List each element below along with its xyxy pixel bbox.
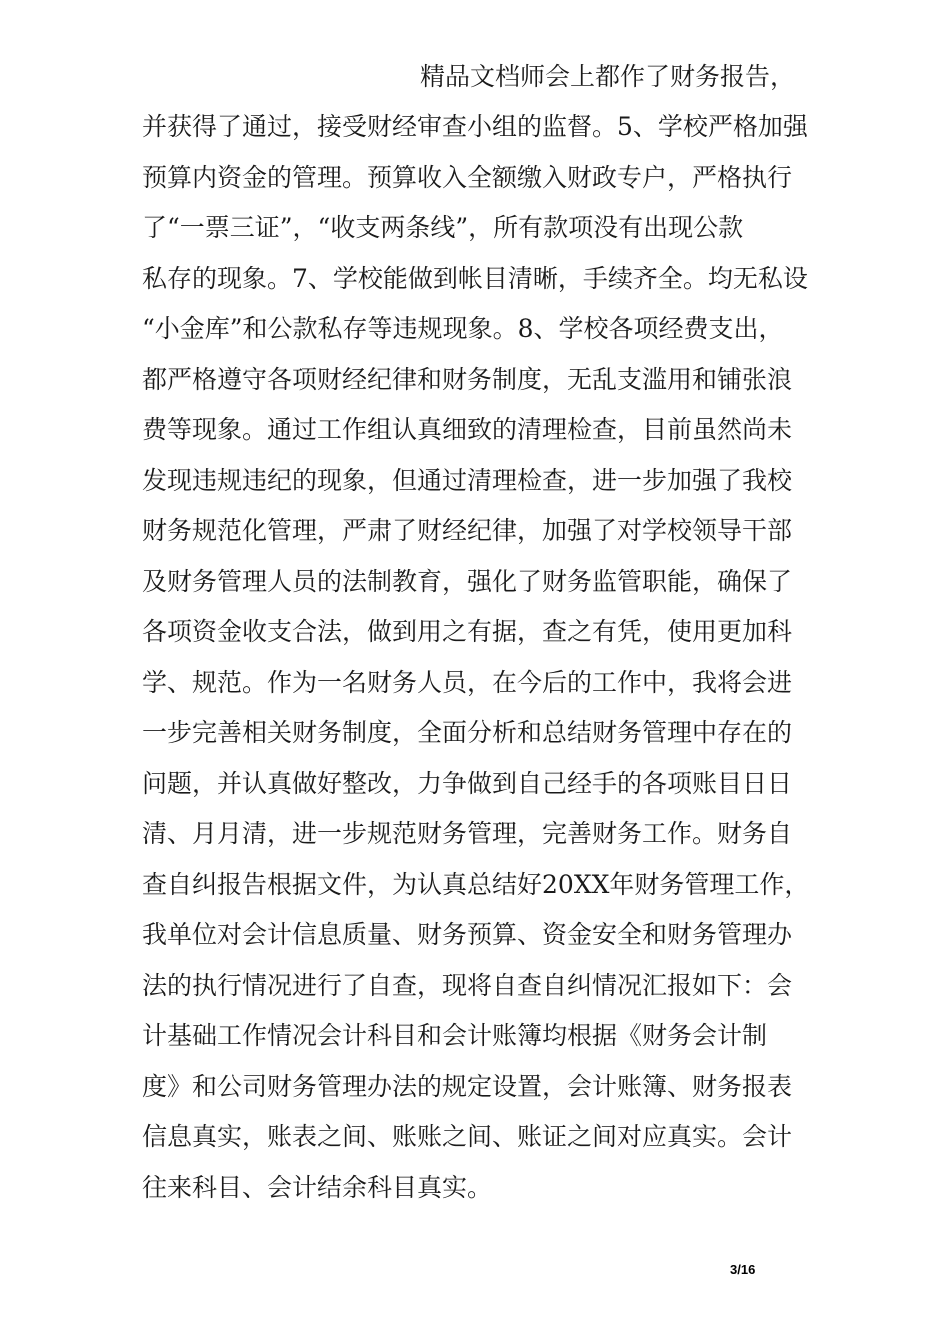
text-line: 我单位对会计信息质量、财务预算、资金安全和财务管理办 [142, 920, 793, 949]
text-line: 各项资金收支合法，做到用之有据，查之有凭，使用更加科 [142, 617, 793, 646]
text-line: 预算内资金的管理。预算收入全额缴入财政专户，严格执行 [142, 162, 793, 192]
text-line: 问题，并认真做好整改，力争做到自己经手的各项账目日日 [142, 768, 793, 798]
text-line: 费等现象。通过工作组认真细致的清理检查，目前虽然尚未 [142, 415, 793, 444]
text-line: 了“一票三证”，“收支两条线”，所有款项没有出现公款 [142, 213, 744, 242]
first-line [420, 52, 795, 102]
text-line: 财务规范化管理，严肃了财经纪律，加强了对学校领导干部 [142, 516, 793, 545]
text-line: 度》和公司财务管理办法的规定设置，会计账簿、财务报表 [142, 1071, 793, 1101]
text-line: 法的执行情况进行了自查，现将自查自纠情况汇报如下：会 [142, 970, 793, 1000]
text-line: 及财务管理人员的法制教育，强化了财务监管职能，确保了 [142, 566, 793, 596]
text-line: 清、月月清，进一步规范财务管理，完善财务工作。财务自 [142, 819, 793, 848]
text-line: 都严格遵守各项财经纪律和财务制度，无乱支滥用和铺张浪 [142, 364, 793, 394]
text-line: 计基础工作情况会计科目和会计账簿均根据《财务会计制 [142, 1021, 768, 1050]
text-line: 发现违规违纪的现象，但通过清理检查，进一步加强了我校 [142, 465, 793, 495]
first-line-text: 师会上都作了财务报告， [520, 62, 796, 91]
header-label: 精品文档 [420, 62, 521, 91]
body-text [142, 102, 832, 1213]
text-line: 往来科目、会计结余科目真实。 [142, 1172, 493, 1202]
text-line: “小金库”和公款私存等违规现象。8、学校各项经费支出， [142, 314, 784, 343]
text-line: 信息真实，账表之间、账账之间、账证之间对应真实。会计 [142, 1122, 793, 1151]
text-line: 私存的现象。7、学校能做到帐目清晰，手续齐全。均无私设 [142, 263, 808, 293]
text-line: 并获得了通过，接受财经审查小组的监督。5、学校严格加强 [142, 112, 808, 141]
text-line: 一步完善相关财务制度，全面分析和总结财务管理中存在的 [142, 718, 793, 747]
text-line: 查自纠报告根据文件，为认真总结好20XX年财务管理工作， [142, 869, 810, 899]
page-number: 3/16 [730, 1262, 756, 1277]
text-line: 学、规范。作为一名财务人员，在今后的工作中，我将会进 [142, 667, 793, 697]
